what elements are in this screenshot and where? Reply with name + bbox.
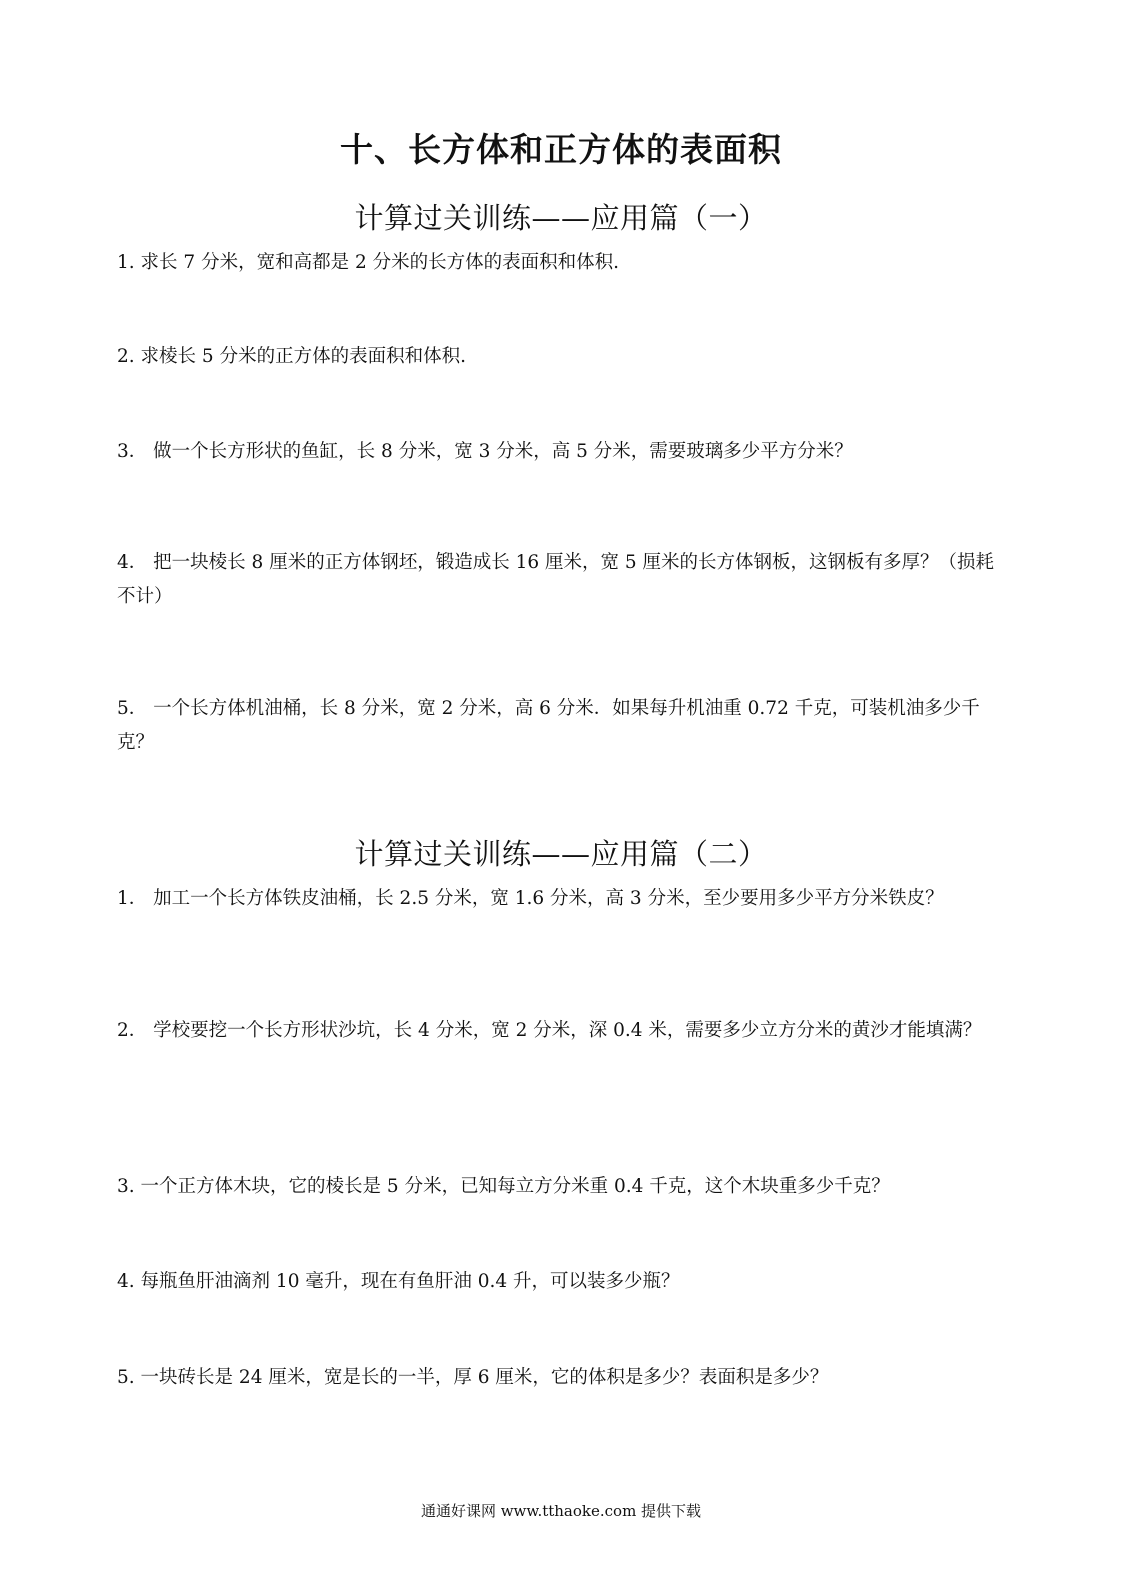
question-number: 3. [117,1176,135,1197]
question-2-4 [117,1265,1007,1299]
question-1-2 [117,340,1007,374]
question-number: 4. [117,1271,135,1292]
question-2-1 [117,882,1007,916]
question-2-2 [117,1014,1007,1048]
question-text: 把一块棱长 8 厘米的正方体钢坯，锻造成长 16 厘米，宽 5 厘米的长方体钢板，这钢板有多厚？（损耗不计） [117,552,995,607]
question-1-3 [117,435,1007,469]
question-text: 一块砖长是 24 厘米，宽是长的一半，厚 6 厘米，它的体积是多少？表面积是多少？ [140,1367,829,1388]
question-text: 做一个长方形状的鱼缸，长 8 分米，宽 3 分米，高 5 分米，需要玻璃多少平方分米？ [153,441,853,462]
question-1-4 [117,546,1007,614]
question-number: 1． [117,888,148,909]
question-number: 2. [117,346,135,367]
section-heading-2: 计算过关训练——应用篇（二） [354,837,768,871]
question-text: 一个正方体木块，它的棱长是 5 分米，已知每立方分米重 0.4 千克，这个木块重多少千克？ [140,1176,890,1197]
question-2-5 [117,1361,1007,1395]
question-number: 5. [117,1367,135,1388]
question-number: 1. [117,252,135,273]
question-text: 学校要挖一个长方形状沙坑，长 4 分米，宽 2 分米，深 0.4 米，需要多少立方分米的黄沙才能填满？ [153,1020,982,1041]
question-text: 求棱长 5 分米的正方体的表面积和体积. [140,346,466,367]
question-text: 每瓶鱼肝油滴剂 10 毫升，现在有鱼肝油 0.4 升，可以装多少瓶？ [140,1271,680,1292]
question-number: 2． [117,1020,148,1041]
question-number: 3． [117,441,148,462]
page-title: 十、长方体和正方体的表面积 [340,130,782,169]
footer-credit: 通通好课网 www.tthaoke.com 提供下载 [420,1502,702,1520]
question-text: 加工一个长方体铁皮油桶，长 2.5 分米，宽 1.6 分米，高 3 分米，至少要用多少平方分米铁皮？ [153,888,944,909]
question-1-5 [117,692,1007,760]
question-number: 5． [117,698,148,719]
question-2-3 [117,1170,1007,1204]
question-text: 求长 7 分米，宽和高都是 2 分米的长方体的表面积和体积. [140,252,619,273]
question-text: 一个长方体机油桶，长 8 分米，宽 2 分米，高 6 分米．如果每升机油重 0.72 千克，可装机油多少千克？ [117,698,980,753]
section-heading-1: 计算过关训练——应用篇（一） [354,201,768,235]
question-1-1 [117,246,1007,280]
question-number: 4． [117,552,148,573]
